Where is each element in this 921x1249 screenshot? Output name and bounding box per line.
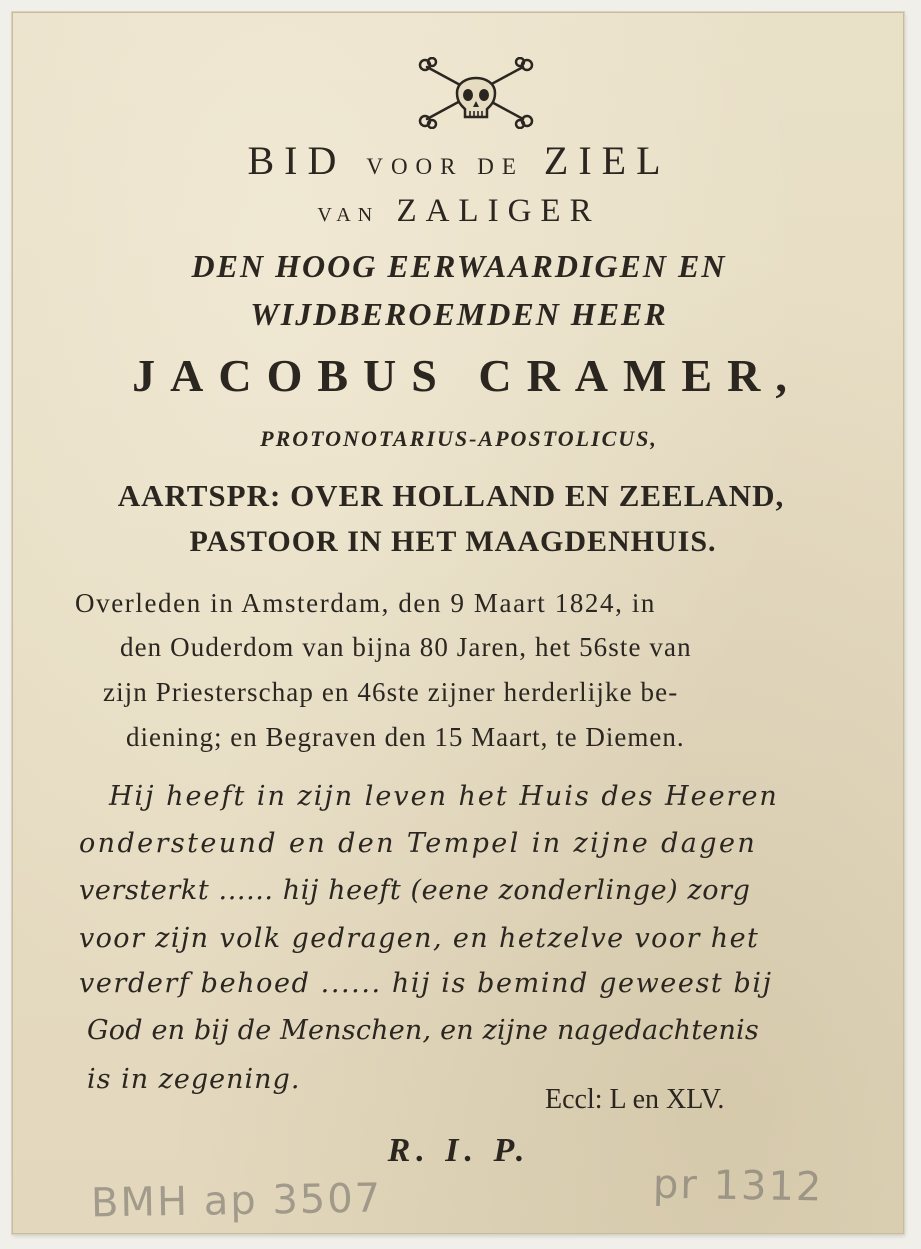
heading-bid-voor-de-ziel [13,137,905,184]
heading-van-zaliger [13,193,905,230]
death-line-2: den Ouderdom van bijna 80 Jaren, het 56ste van [120,632,692,662]
rip-closing: R. I. P. [387,1132,531,1169]
pencil-annotation-right: pr 1312 [652,1161,824,1211]
skull-and-crossbones-icon [417,57,535,129]
prayer-card [12,12,904,1234]
quote-line-4: voor zijn volk gedragen, en hetzelve voor het [79,923,760,954]
deceased-title: PROTONOTARIUS-APOSTOLICUS, [260,426,658,451]
quote-line-2: ondersteund en den Tempel in zijne dagen [79,828,758,859]
heading-word-bid: BID [247,138,347,183]
quote-line-1: Hij heeft in zijn leven het Huis des Heeren [109,781,779,812]
quote-line-6: God en bij de Menschen, en zijne nagedachtenis [87,1015,759,1046]
death-line-4: diening; en Begraven den 15 Maart, te Diemen. [126,722,685,752]
pencil-annotation-left: BMH ap 3507 [90,1175,383,1227]
deceased-office: AARTSPR: OVER HOLLAND EN ZEELAND, [117,478,785,513]
heading-words-voor-de: VOOR DE [366,154,524,179]
honorific-line-1: DEN HOOG EERWAARDIGEN EN [191,248,727,284]
death-line-1: Overleden in Amsterdam, den 9 Maart 1824, in [75,588,657,618]
heading-word-van: VAN [317,204,380,226]
heading-word-ziel: ZIEL [543,138,671,183]
honorific-line-2: WIJDBEROEMDEN HEER [250,296,668,332]
quote-line-7: is in zegening. [87,1064,301,1095]
heading-word-zaliger: ZALIGER [396,193,601,229]
scripture-reference: Eccl: L en XLV. [545,1084,725,1115]
deceased-name: JACOBUS CRAMER, [132,350,802,401]
death-line-3: zijn Priesterschap en 46ste zijner herderlijke be- [103,677,679,707]
quote-line-3: versterkt ...... hij heeft (eene zonderlinge) zorg [79,875,751,906]
quote-line-5: verderf behoed ...... hij is bemind geweest bij [79,968,773,999]
deceased-parish: PASTOOR IN HET MAAGDENHUIS. [189,525,717,558]
